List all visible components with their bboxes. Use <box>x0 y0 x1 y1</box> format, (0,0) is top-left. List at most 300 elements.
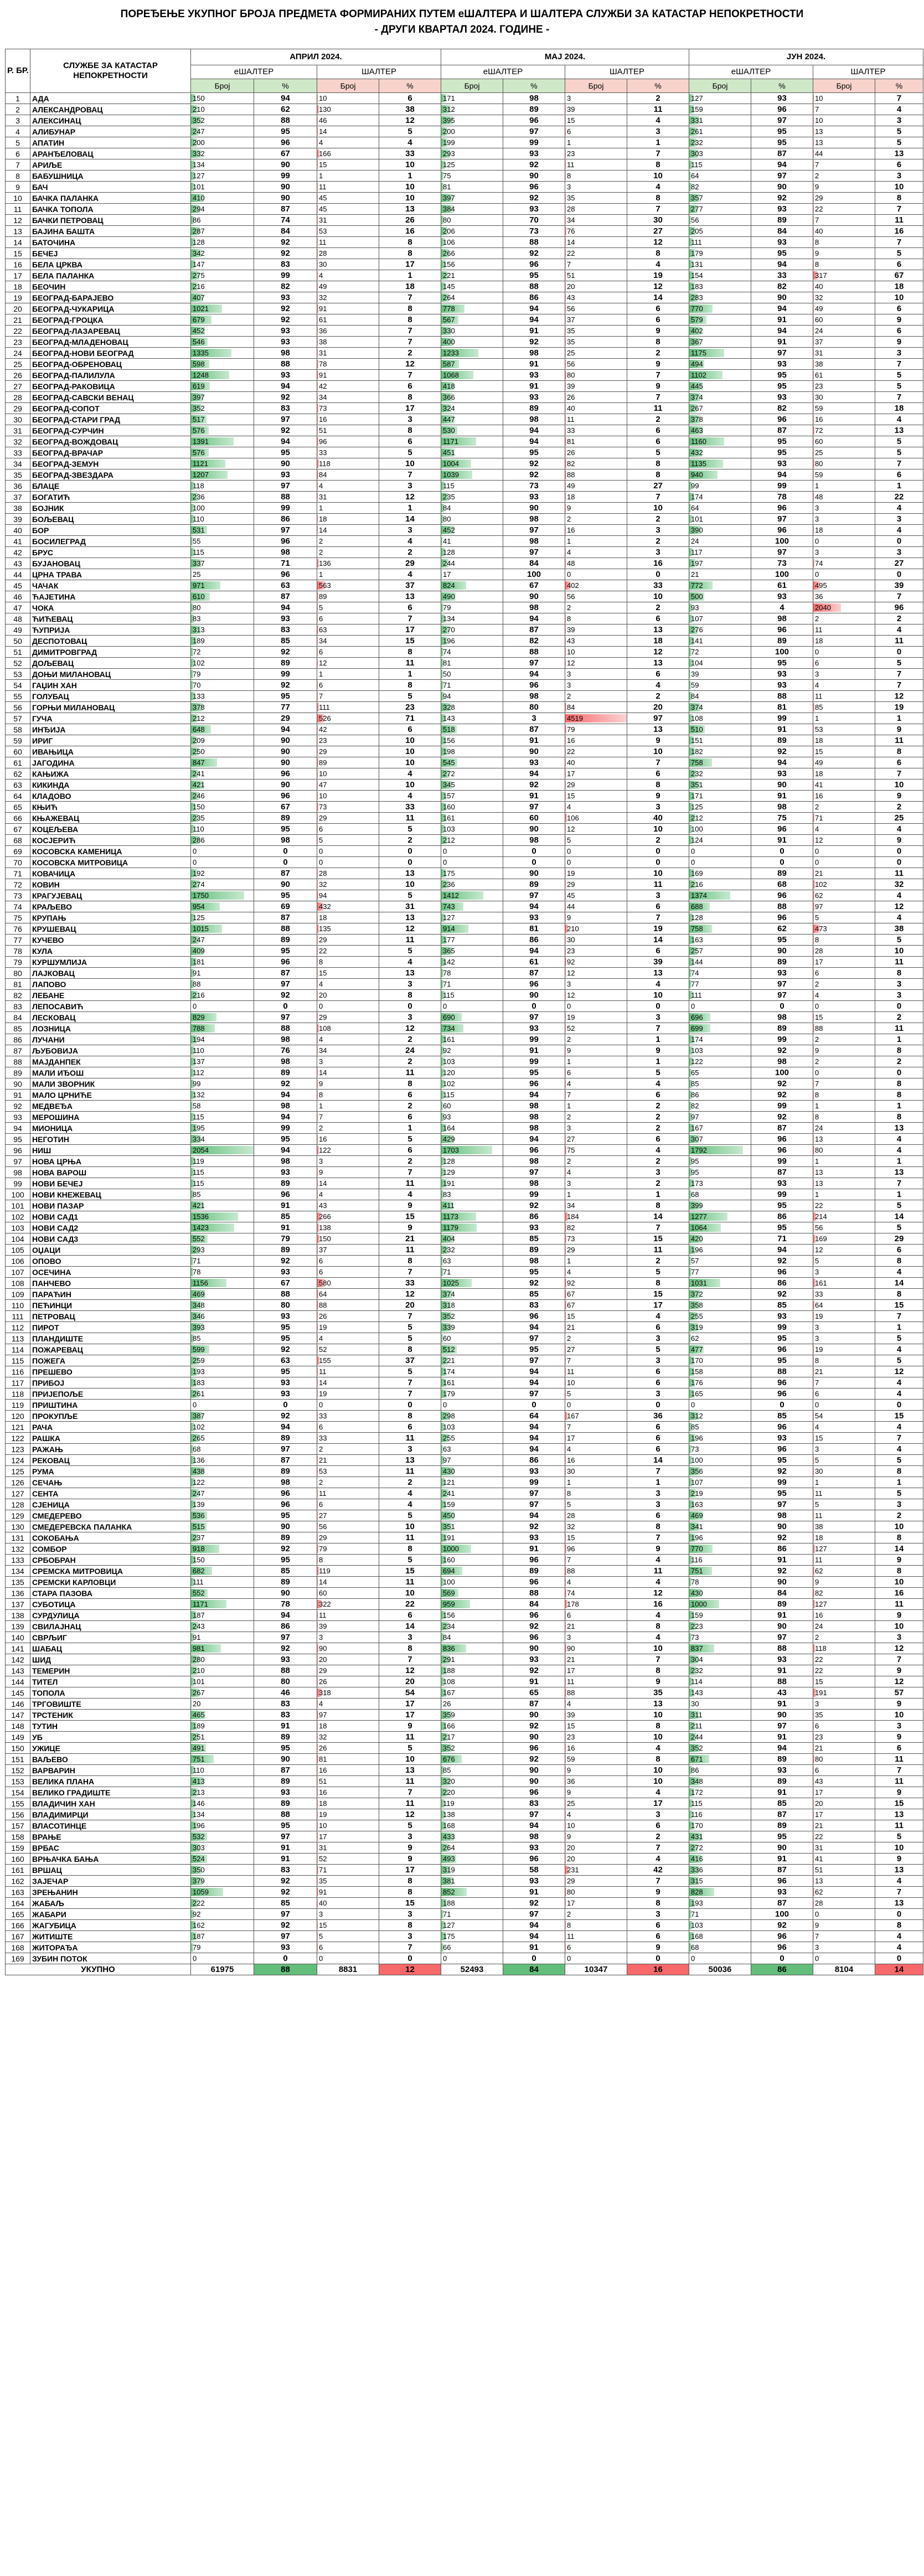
salter-count: 2 <box>813 1056 875 1067</box>
esalter-percent: 91 <box>503 1942 565 1953</box>
salter-data-bar <box>565 1733 566 1741</box>
table-row <box>6 1211 923 1222</box>
salter-data-bar <box>317 1345 318 1354</box>
salter-data-bar <box>317 1677 318 1686</box>
salter-percent: 1 <box>875 1189 923 1200</box>
office-name: ПИРОТ <box>30 1322 191 1333</box>
salter-count: 17 <box>565 1433 627 1444</box>
salter-count: 2 <box>813 1034 875 1045</box>
esalter-count: 80 <box>441 514 503 525</box>
salter-percent: 5 <box>875 447 923 458</box>
salter-count: 78 <box>317 359 379 370</box>
row-number: 152 <box>6 1765 30 1776</box>
esalter-percent: 96 <box>503 1577 565 1588</box>
table-row <box>6 680 923 691</box>
esalter-percent: 95 <box>254 1333 317 1344</box>
table-row <box>6 1665 923 1676</box>
esalter-count: 320 <box>441 1776 503 1787</box>
salter-count: 73 <box>565 1233 627 1245</box>
esalter-percent: 92 <box>503 1754 565 1765</box>
salter-count: 18 <box>813 636 875 647</box>
office-name: КОСОВСКА КАМЕНИЦА <box>30 846 191 857</box>
salter-percent: 11 <box>627 1566 689 1577</box>
salter-count: 2 <box>317 536 379 547</box>
row-number: 100 <box>6 1189 30 1200</box>
esalter-count: 346 <box>191 1311 254 1322</box>
esalter-count: 294 <box>191 204 254 215</box>
salter-count: 0 <box>813 1909 875 1920</box>
esalter-percent: 90 <box>254 746 317 757</box>
salter-percent: 10 <box>379 193 441 204</box>
esalter-percent: 95 <box>503 1344 565 1355</box>
row-number: 104 <box>6 1233 30 1245</box>
esalter-count: 1039 <box>441 469 503 481</box>
salter-data-bar <box>813 1844 814 1852</box>
esalter-count: 324 <box>441 403 503 414</box>
esalter-percent: 98 <box>751 1056 813 1067</box>
row-number: 42 <box>6 547 30 558</box>
salter-percent: 39 <box>875 580 923 591</box>
salter-count: 10 <box>565 1820 627 1831</box>
salter-count: 31 <box>317 348 379 359</box>
esalter-percent: 67 <box>503 580 565 591</box>
esalter-count: 648 <box>191 724 254 735</box>
office-name: МЕРОШИНА <box>30 1112 191 1123</box>
esalter-count: 41 <box>441 536 503 547</box>
esalter-percent: 91 <box>751 1787 813 1798</box>
esalter-percent: 90 <box>503 1765 565 1776</box>
esalter-percent: 89 <box>254 1178 317 1189</box>
row-number: 155 <box>6 1798 30 1809</box>
esalter-percent: 92 <box>254 425 317 436</box>
salter-percent: 33 <box>379 1278 441 1289</box>
esalter-percent: 87 <box>254 868 317 879</box>
salter-count: 17 <box>813 1809 875 1820</box>
salter-data-bar <box>813 1744 814 1752</box>
salter-percent: 12 <box>875 1366 923 1377</box>
table-row <box>6 1920 923 1931</box>
percent-header: % <box>875 79 923 93</box>
esalter-percent: 90 <box>254 1588 317 1599</box>
esalter-percent: 89 <box>503 879 565 890</box>
table-row <box>6 857 923 868</box>
office-name: ПОЖЕГА <box>30 1355 191 1366</box>
esalter-count: 160 <box>441 802 503 813</box>
salter-count: 0 <box>317 1001 379 1012</box>
office-name: АРАНЂЕЛОВАЦ <box>30 148 191 159</box>
esalter-percent: 97 <box>751 1721 813 1732</box>
esalter-count: 128 <box>441 1156 503 1167</box>
esalter-percent: 95 <box>751 658 813 669</box>
esalter-count: 421 <box>191 1200 254 1211</box>
office-name: НОВИ САД2 <box>30 1222 191 1233</box>
esalter-percent: 90 <box>254 193 317 204</box>
esalter-count: 125 <box>441 159 503 171</box>
office-name: ЖИТОРАЂА <box>30 1942 191 1953</box>
esalter-count: 598 <box>191 359 254 370</box>
salter-percent: 13 <box>875 1809 923 1820</box>
table-row <box>6 1765 923 1776</box>
row-number: 151 <box>6 1754 30 1765</box>
esalter-data-bar <box>441 1700 442 1708</box>
esalter-count: 194 <box>191 1034 254 1045</box>
esalter-percent: 95 <box>254 1743 317 1754</box>
esalter-count: 0 <box>441 1953 503 1964</box>
salter-data-bar <box>317 758 318 767</box>
salter-count: 10 <box>317 768 379 779</box>
table-row <box>6 226 923 237</box>
office-name: ЧАЧАК <box>30 580 191 591</box>
esalter-percent: 98 <box>254 1101 317 1112</box>
salter-count: 35 <box>565 337 627 348</box>
esalter-count: 1207 <box>191 469 254 481</box>
office-name: КОЦЕЉЕВА <box>30 824 191 835</box>
salter-percent: 8 <box>379 1643 441 1654</box>
table-row <box>6 481 923 492</box>
esalter-count: 74 <box>441 647 503 658</box>
esalter-count: 1391 <box>191 436 254 447</box>
esalter-percent: 89 <box>503 104 565 115</box>
esalter-count: 1374 <box>689 890 751 901</box>
month-header-june: ЈУН 2024. <box>689 49 923 65</box>
salter-count: 9 <box>565 912 627 923</box>
esalter-percent: 93 <box>751 392 813 403</box>
salter-count: 20 <box>565 1854 627 1865</box>
esalter-percent: 99 <box>751 1101 813 1112</box>
esalter-count: 216 <box>191 281 254 292</box>
salter-count: 51 <box>565 270 627 281</box>
salter-data-bar <box>565 891 566 900</box>
salter-percent: 9 <box>627 1045 689 1056</box>
salter-data-bar <box>813 404 814 412</box>
esalter-count: 216 <box>191 990 254 1001</box>
salter-percent: 8 <box>875 1045 923 1056</box>
total-percent: 88 <box>254 1964 317 1975</box>
esalter-percent: 94 <box>254 724 317 735</box>
esalter-percent: 94 <box>503 1820 565 1831</box>
office-name: ВЛАДИЧИН ХАН <box>30 1798 191 1809</box>
esalter-percent: 96 <box>503 979 565 990</box>
salter-count: 19 <box>317 1809 379 1820</box>
salter-data-bar <box>317 1013 318 1021</box>
esalter-count: 247 <box>191 126 254 137</box>
esalter-percent: 96 <box>503 115 565 126</box>
esalter-percent: 75 <box>751 813 813 824</box>
salter-count: 161 <box>813 1278 875 1289</box>
esalter-count: 107 <box>689 1477 751 1488</box>
salter-data-bar <box>317 260 318 269</box>
salter-percent: 2 <box>627 1831 689 1842</box>
esalter-percent: 91 <box>751 724 813 735</box>
esalter-percent: 73 <box>503 481 565 492</box>
salter-data-bar <box>317 371 318 379</box>
salter-count: 38 <box>813 359 875 370</box>
salter-data-bar <box>565 758 566 767</box>
salter-count: 27 <box>565 1344 627 1355</box>
salter-percent: 10 <box>379 1754 441 1765</box>
esalter-count: 837 <box>689 1643 751 1654</box>
row-number: 19 <box>6 292 30 303</box>
esalter-count: 954 <box>191 901 254 912</box>
salter-count: 1 <box>813 1101 875 1112</box>
row-number: 57 <box>6 713 30 724</box>
esalter-percent: 90 <box>254 182 317 193</box>
percent-header: % <box>379 79 441 93</box>
salter-count: 43 <box>813 1776 875 1787</box>
table-row <box>6 303 923 314</box>
salter-data-bar <box>565 1135 566 1143</box>
esalter-count: 159 <box>441 1499 503 1510</box>
row-number: 4 <box>6 126 30 137</box>
salter-percent: 10 <box>379 757 441 768</box>
esalter-percent: 0 <box>254 1001 317 1012</box>
esalter-percent: 83 <box>254 1865 317 1876</box>
salter-percent: 2 <box>627 1112 689 1123</box>
esalter-percent: 76 <box>254 1045 317 1056</box>
esalter-percent: 93 <box>751 1311 813 1322</box>
table-row <box>6 791 923 802</box>
salter-percent: 14 <box>627 1455 689 1466</box>
salter-percent: 4 <box>627 1610 689 1621</box>
esalter-percent: 90 <box>503 1643 565 1654</box>
salter-count: 45 <box>565 890 627 901</box>
salter-count: 28 <box>813 1898 875 1909</box>
salter-data-bar <box>813 1888 814 1896</box>
esalter-count: 234 <box>441 1621 503 1632</box>
esalter-count: 402 <box>689 326 751 337</box>
salter-count: 118 <box>317 458 379 469</box>
esalter-count: 261 <box>689 126 751 137</box>
esalter-percent: 71 <box>751 1233 813 1245</box>
esalter-count: 115 <box>689 159 751 171</box>
esalter-percent: 0 <box>503 857 565 868</box>
salter-percent: 1 <box>875 713 923 724</box>
totals-row <box>6 1964 923 1975</box>
salter-count: 23 <box>565 1732 627 1743</box>
salter-percent: 9 <box>627 326 689 337</box>
salter-count: 21 <box>565 1322 627 1333</box>
esalter-count: 72 <box>191 647 254 658</box>
salter-percent: 11 <box>379 1577 441 1588</box>
salter-count: 40 <box>317 1898 379 1909</box>
esalter-count: 277 <box>689 204 751 215</box>
esalter-percent: 85 <box>751 1300 813 1311</box>
salter-count: 85 <box>813 702 875 713</box>
salter-percent: 10 <box>379 159 441 171</box>
salter-count: 136 <box>317 558 379 569</box>
esalter-percent: 4 <box>751 602 813 613</box>
salter-count: 39 <box>565 104 627 115</box>
salter-percent: 5 <box>379 447 441 458</box>
office-name: БЕОГРАД-МЛАДЕНОВАЦ <box>30 337 191 348</box>
esalter-percent: 67 <box>254 148 317 159</box>
esalter-percent: 96 <box>751 1388 813 1400</box>
salter-data-bar <box>565 1655 566 1664</box>
salter-count: 67 <box>565 1289 627 1300</box>
salter-percent: 6 <box>379 724 441 735</box>
salter-count: 0 <box>565 1400 627 1411</box>
salter-header: ШАЛТЕР <box>317 65 441 79</box>
esalter-count: 221 <box>441 1355 503 1366</box>
salter-percent: 29 <box>379 558 441 569</box>
salter-percent: 9 <box>875 724 923 735</box>
esalter-count: 400 <box>441 337 503 348</box>
salter-count: 25 <box>565 348 627 359</box>
esalter-percent: 92 <box>751 1532 813 1543</box>
esalter-percent: 97 <box>503 126 565 137</box>
row-number: 101 <box>6 1200 30 1211</box>
salter-percent: 4 <box>627 1632 689 1643</box>
salter-percent: 13 <box>627 724 689 735</box>
esalter-percent: 82 <box>751 281 813 292</box>
table-row <box>6 768 923 779</box>
salter-count: 5 <box>813 1455 875 1466</box>
esalter-percent: 97 <box>503 658 565 669</box>
office-name: НОВИ САД1 <box>30 1211 191 1222</box>
salter-count: 106 <box>565 813 627 824</box>
esalter-count: 86 <box>689 1765 751 1776</box>
esalter-count: 120 <box>441 1067 503 1078</box>
salter-percent: 14 <box>379 514 441 525</box>
salter-percent: 6 <box>379 93 441 104</box>
table-row <box>6 802 923 813</box>
salter-percent: 3 <box>627 525 689 536</box>
esalter-percent: 99 <box>503 1056 565 1067</box>
table-row <box>6 326 923 337</box>
salter-count: 53 <box>813 724 875 735</box>
row-number: 8 <box>6 171 30 182</box>
salter-count: 4 <box>565 1699 627 1710</box>
salter-percent: 4 <box>627 259 689 270</box>
office-name: КОВИН <box>30 879 191 890</box>
esalter-percent: 97 <box>254 1909 317 1920</box>
salter-data-bar <box>813 316 814 324</box>
salter-percent: 25 <box>875 813 923 824</box>
row-number: 131 <box>6 1532 30 1543</box>
percent-header: % <box>627 79 689 93</box>
salter-percent: 6 <box>627 1134 689 1145</box>
salter-percent: 9 <box>875 1732 923 1743</box>
salter-data-bar <box>317 1755 318 1763</box>
esalter-percent: 90 <box>751 1521 813 1532</box>
salter-count: 8 <box>565 1920 627 1931</box>
salter-percent: 11 <box>875 957 923 968</box>
salter-count: 0 <box>565 857 627 868</box>
table-row <box>6 602 923 613</box>
esalter-percent: 95 <box>503 1067 565 1078</box>
esalter-count: 393 <box>191 1322 254 1333</box>
esalter-count: 80 <box>441 215 503 226</box>
esalter-percent: 92 <box>254 1411 317 1422</box>
esalter-percent: 92 <box>254 303 317 314</box>
esalter-count: 167 <box>441 1687 503 1699</box>
table-row <box>6 1411 923 1422</box>
salter-percent: 6 <box>627 1422 689 1433</box>
esalter-percent: 97 <box>254 481 317 492</box>
salter-count: 20 <box>317 1654 379 1665</box>
salter-percent: 21 <box>379 1233 441 1245</box>
salter-percent: 7 <box>379 326 441 337</box>
esalter-percent: 88 <box>503 237 565 248</box>
salter-percent: 6 <box>627 314 689 326</box>
esalter-count: 64 <box>689 503 751 514</box>
table-row <box>6 824 923 835</box>
salter-percent: 2 <box>627 835 689 846</box>
esalter-count: 399 <box>689 1200 751 1211</box>
esalter-count: 688 <box>689 901 751 912</box>
esalter-count: 286 <box>191 835 254 846</box>
salter-count: 43 <box>565 292 627 303</box>
salter-percent: 0 <box>875 569 923 580</box>
esalter-count: 0 <box>689 1001 751 1012</box>
esalter-count: 232 <box>689 137 751 148</box>
salter-count: 31 <box>317 215 379 226</box>
salter-count: 89 <box>317 591 379 602</box>
salter-count: 22 <box>565 248 627 259</box>
esalter-percent: 89 <box>503 1566 565 1577</box>
esalter-count: 772 <box>689 580 751 591</box>
esalter-percent: 85 <box>254 1211 317 1222</box>
salter-percent: 12 <box>379 1809 441 1820</box>
esalter-percent: 94 <box>503 1510 565 1521</box>
esalter-percent: 92 <box>254 1344 317 1355</box>
office-name: ВРАЊЕ <box>30 1831 191 1842</box>
esalter-count: 222 <box>191 1898 254 1909</box>
salter-percent: 2 <box>627 1256 689 1267</box>
esalter-percent: 97 <box>751 547 813 558</box>
salter-percent: 10 <box>875 1577 923 1588</box>
salter-data-bar <box>813 703 814 711</box>
esalter-count: 210 <box>191 1665 254 1676</box>
salter-data-bar <box>317 293 318 302</box>
salter-percent: 2 <box>627 691 689 702</box>
esalter-count: 73 <box>689 1632 751 1643</box>
esalter-percent: 94 <box>503 1444 565 1455</box>
esalter-count: 232 <box>689 768 751 779</box>
salter-percent: 10 <box>379 735 441 746</box>
esalter-percent: 81 <box>751 702 813 713</box>
esalter-percent: 46 <box>254 1687 317 1699</box>
esalter-count: 1059 <box>191 1887 254 1898</box>
salter-count: 4 <box>565 1809 627 1820</box>
row-number: 165 <box>6 1909 30 1920</box>
office-name: ОПОВО <box>30 1256 191 1267</box>
esalter-count: 1423 <box>191 1222 254 1233</box>
esalter-percent: 97 <box>503 1012 565 1023</box>
table-row <box>6 1134 923 1145</box>
esalter-percent: 68 <box>751 879 813 890</box>
row-number-header: Р. БР. <box>6 49 30 93</box>
row-number: 11 <box>6 204 30 215</box>
salter-percent: 26 <box>379 215 441 226</box>
esalter-percent: 90 <box>503 824 565 835</box>
esalter-percent: 85 <box>751 1411 813 1422</box>
salter-percent: 9 <box>875 1787 923 1798</box>
row-number: 90 <box>6 1078 30 1090</box>
esalter-count: 174 <box>689 492 751 503</box>
esalter-percent: 95 <box>751 137 813 148</box>
salter-count: 14 <box>317 525 379 536</box>
esalter-count: 59 <box>689 680 751 691</box>
office-name: АЛЕКСАНДРОВАЦ <box>30 104 191 115</box>
esalter-count: 179 <box>441 1388 503 1400</box>
salter-count: 26 <box>317 1676 379 1687</box>
row-number: 76 <box>6 923 30 935</box>
office-name: СМЕДЕРЕВО <box>30 1510 191 1521</box>
esalter-count: 151 <box>689 735 751 746</box>
office-name: КОВАЧИЦА <box>30 868 191 879</box>
esalter-percent: 92 <box>503 337 565 348</box>
